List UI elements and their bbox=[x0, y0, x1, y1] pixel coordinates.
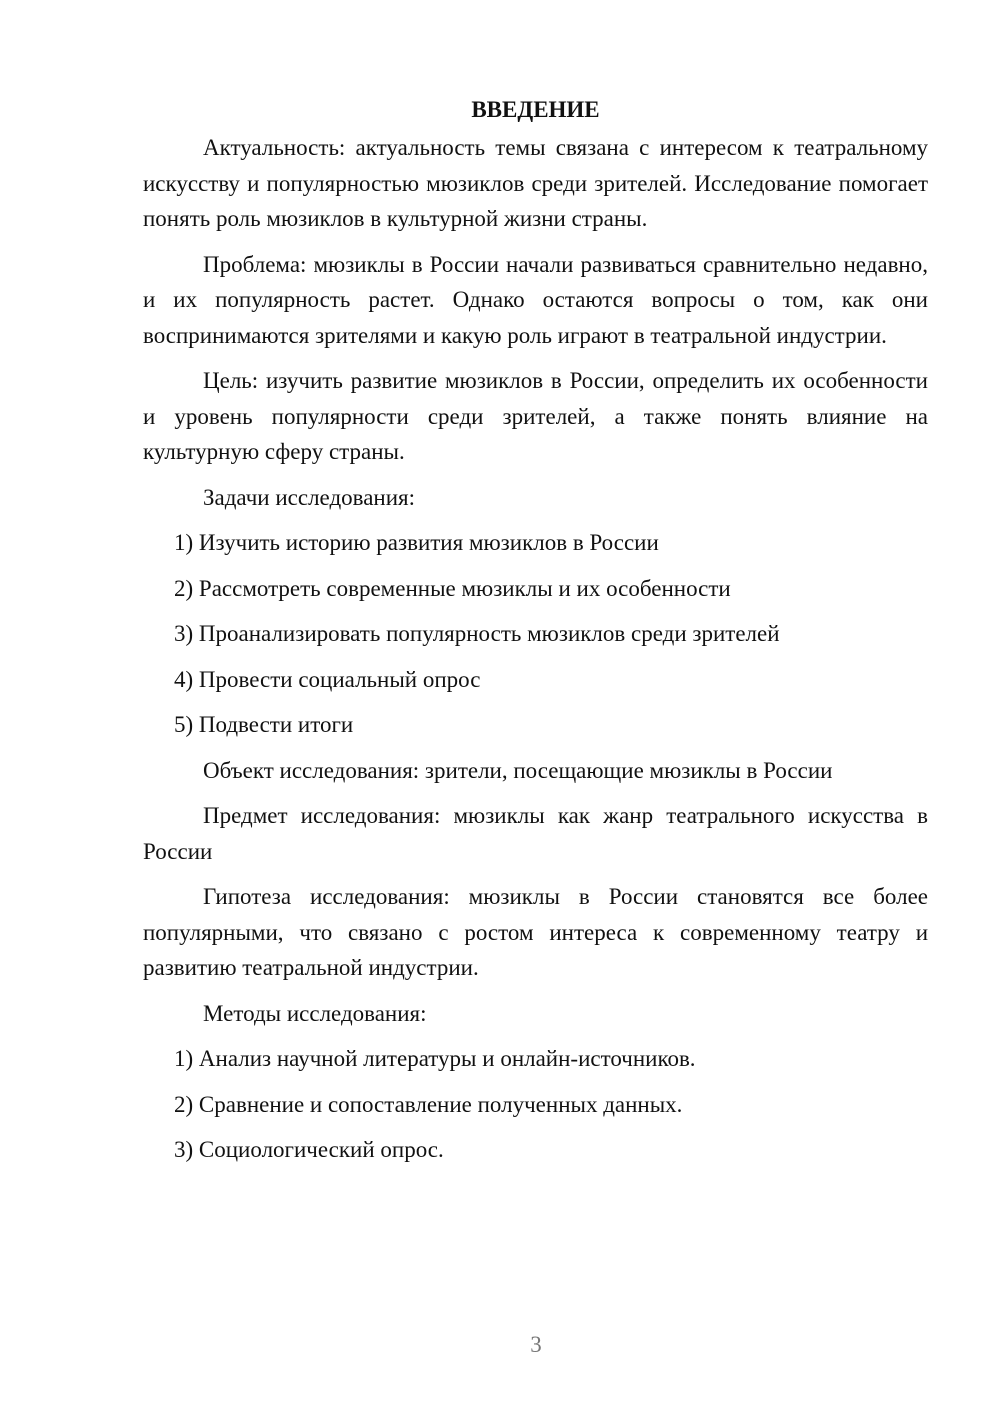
object-line: Объект исследования: зрители, посещающие мюзиклы в России bbox=[203, 757, 833, 783]
page-number: 3 bbox=[530, 1332, 542, 1357]
task-item: 1) Изучить историю развития мюзиклов в России bbox=[174, 530, 659, 555]
problem-paragraph: Проблема: мюзиклы в России начали развиваться сравнительно недавно, и их популярность растет. Однако остаются вопросы о том, как они воспринимаются зрителями и какую роль играют в театральной индустрии. bbox=[143, 251, 928, 348]
subject-paragraph: Предмет исследования: мюзиклы как жанр театрального искусства в России bbox=[143, 803, 928, 864]
task-item: 5) Подвести итоги bbox=[174, 712, 354, 737]
task-item: 2) Рассмотреть современные мюзиклы и их особенности bbox=[174, 575, 731, 601]
task-item: 3) Проанализировать популярность мюзиклов среди зрителей bbox=[174, 621, 780, 646]
hypothesis-paragraph: Гипотеза исследования: мюзиклы в России становятся все более популярными, что связано с ростом интереса к современному театру и развитию театральной индустрии. bbox=[143, 884, 928, 980]
relevance-paragraph: Актуальность: актуальность темы связана с интересом к театральному искусству и популярностью мюзиклов среди зрителей. Исследование помогает понять роль мюзиклов в культурной жизни страны. bbox=[143, 135, 928, 231]
method-item: 1) Анализ научной литературы и онлайн-источников. bbox=[174, 1046, 696, 1071]
task-item: 4) Провести социальный опрос bbox=[174, 666, 481, 692]
page-content bbox=[143, 92, 928, 1178]
methods-title: Методы исследования: bbox=[203, 1000, 427, 1026]
section-heading: ВВЕДЕНИЕ bbox=[471, 97, 600, 122]
method-item: 3) Социологический опрос. bbox=[174, 1137, 444, 1162]
tasks-title: Задачи исследования: bbox=[203, 484, 416, 510]
goal-paragraph: Цель: изучить развитие мюзиклов в России, определить их особенности и уровень популярности среди зрителей, а также понять влияние на культурную сферу страны. bbox=[143, 368, 928, 464]
method-item: 2) Сравнение и сопоставление полученных данных. bbox=[174, 1091, 683, 1117]
